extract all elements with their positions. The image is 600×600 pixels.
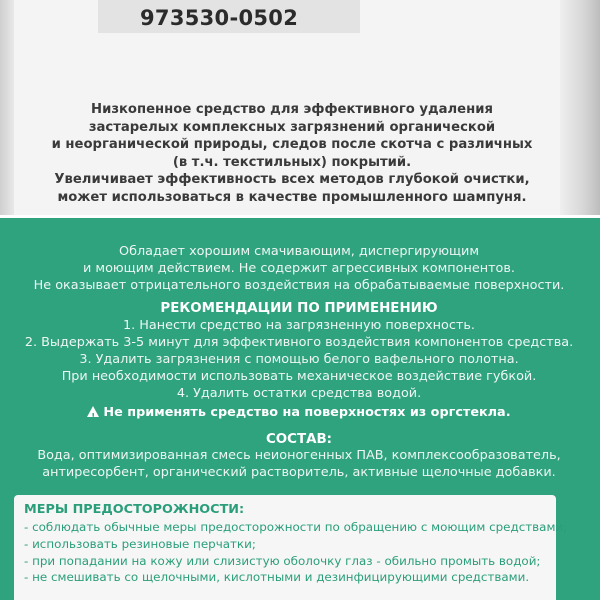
precaution-item: - соблюдать обычные меры предосторожности по обращению с моющим средствами; <box>24 520 568 534</box>
description-line: Низкопенное средство для эффективного удаления <box>91 102 493 117</box>
composition-text <box>16 447 582 481</box>
description-line: (в т.ч. текстильных) покрытий. <box>172 154 412 170</box>
warning-triangle-icon: ! <box>87 406 99 417</box>
warning-text: Не применять средство на поверхностях из оргстекла. <box>103 405 511 420</box>
precautions-list <box>24 519 567 586</box>
product-code: 973530-0502 <box>140 6 299 30</box>
step-line: 4. Удалить остатки средства водой. <box>176 386 422 401</box>
precautions-box <box>14 495 568 600</box>
properties-line: Не оказывает отрицательного воздействия на обрабатываемые поверхности. <box>33 278 565 293</box>
precaution-item: - при попадании на кожу или слизистую оболочку глаз - обильно промыть водой; <box>24 553 541 568</box>
step-line: 3. Удалить загрязнения с помощью белого вафельного полотна. <box>79 352 519 367</box>
precaution-item: - использовать резиновые перчатки; <box>24 536 256 551</box>
properties-line: и моющим действием. Не содержит агрессивных компонентов. <box>83 261 515 276</box>
precaution-item: - не смешивать со щелочными, кислотными и дезинфицирующими средствами. <box>24 570 530 585</box>
properties-line: Обладает хорошим смачивающим, диспергирующим <box>119 244 479 259</box>
description-line: Увеличивает эффективность всех методов глубокой очистки, <box>54 172 530 188</box>
product-description <box>36 101 548 207</box>
recommendation-steps <box>16 317 582 402</box>
description-line: и неорганической природы, следов после скотча с различных <box>51 137 533 153</box>
description-line: застарелых комплексных загрязнений органической <box>88 119 496 135</box>
composition-line: Вода, оптимизированная смесь неионогенных ПАВ, комплексообразователь, <box>37 448 561 463</box>
step-line: 1. Нанести средство на загрязненную поверхность. <box>123 318 475 333</box>
precautions-title: МЕРЫ ПРЕДОСТОРОЖНОСТИ: <box>24 502 245 517</box>
composition-title: СОСТАВ: <box>265 432 333 447</box>
description-line: может использоваться в качестве промышленного шампуня. <box>57 189 527 205</box>
warning-line <box>16 404 582 421</box>
step-line: 2. Выдержать 3-5 минут для эффективного воздействия компонентов средства. <box>24 335 574 350</box>
recommendations-title: РЕКОМЕНДАЦИИ ПО ПРИМЕНЕНИЮ <box>160 301 438 316</box>
properties-text <box>16 243 582 294</box>
step-line: При необходимости использовать механическое воздействие губкой. <box>61 369 537 384</box>
composition-line: антиресорбент, органический растворитель, активные щелочные добавки. <box>42 465 556 480</box>
